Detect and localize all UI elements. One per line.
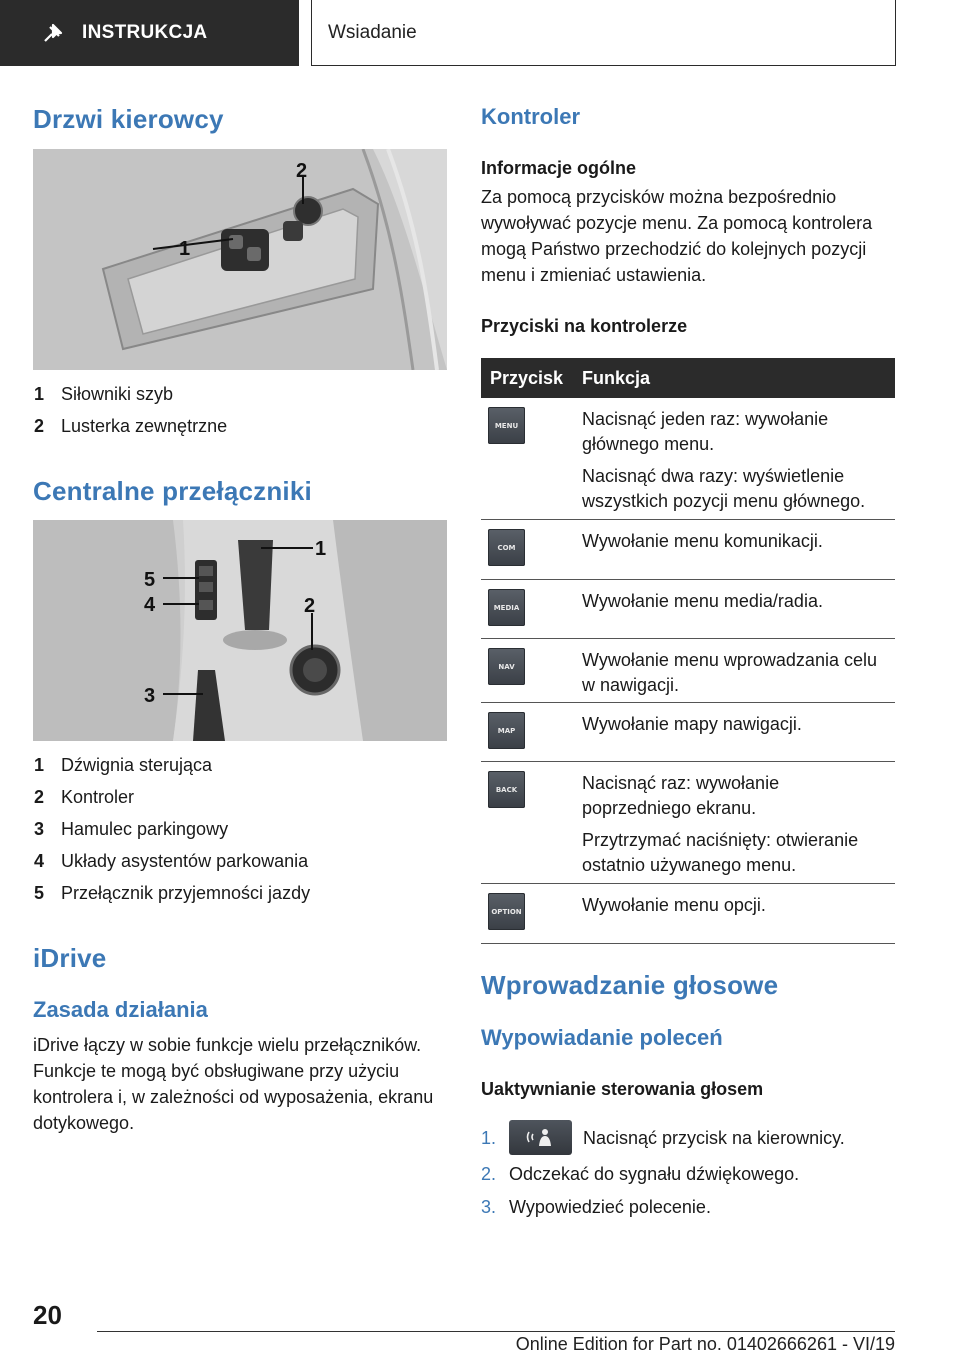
idrive-subtitle: Zasada działania [33,997,208,1022]
chapter-tab[interactable] [311,0,896,66]
table-row [481,639,895,703]
step-number: 2. [481,1164,497,1184]
function-text: Wywołanie mapy nawigacji. [582,714,802,734]
section-tab-label: INSTRUKCJA [82,22,208,43]
legend-number: 3 [34,819,45,839]
function-text: Wywołanie menu komunikacji. [582,531,823,551]
step-text: Wypowiedzieć polecenie. [509,1197,711,1217]
driver-door-legend [34,384,227,448]
table-header [481,358,895,398]
driver-door-title: Drzwi kierowcy [33,104,224,134]
controller-title: Kontroler [481,104,580,129]
page-number: 20 [33,1300,62,1330]
edition-note: Online Edition for Part no. 01402666261 - VI/19 [515,1334,895,1354]
legend-text: Dźwignia sterująca [61,755,213,775]
svg-text:1: 1 [315,538,327,560]
step-number: 1. [481,1127,497,1148]
list-item [481,1164,895,1197]
legend-item [34,384,227,416]
voice-steps-list [481,1112,895,1230]
controller-buttons-table [481,358,895,944]
function-text: Nacisnąć raz: wywołanie poprzedniego ekranu. [582,773,780,818]
chapter-title: Wsiadanie [328,21,417,43]
legend-number: 2 [34,787,45,807]
column-header-button: Przycisk [490,367,564,388]
central-switches-photo [33,520,447,741]
list-item [481,1197,895,1230]
back-button-icon: BACK [488,771,525,808]
svg-text:3: 3 [144,685,156,707]
idrive-title: iDrive [33,943,107,973]
svg-text:2: 2 [296,160,308,182]
pin-icon [42,22,64,44]
central-switches-title: Centralne przełączniki [33,476,312,506]
function-text: Wywołanie menu media/radia. [582,591,823,611]
legend-number: 1 [34,755,45,775]
menu-button-icon: MENU [488,407,525,444]
legend-number: 5 [34,883,45,903]
central-switches-legend [34,755,310,915]
table-row [481,884,895,944]
voice-button-icon [509,1120,572,1155]
legend-item [34,416,227,448]
nav-button-icon: NAV [488,648,525,685]
table-row [481,762,895,884]
list-item [481,1112,895,1164]
page-header [0,0,960,66]
legend-item [34,787,310,819]
general-info-heading: Informacje ogólne [481,158,637,178]
footer-divider [97,1331,895,1332]
legend-item [34,819,310,851]
table-row [481,398,895,520]
com-button-icon: COM [488,529,525,566]
svg-text:2: 2 [304,595,316,617]
section-tab[interactable] [0,0,299,66]
legend-text: Siłowniki szyb [61,384,174,404]
legend-text: Układy asystentów parkowania [61,851,309,871]
svg-text:1: 1 [179,238,191,260]
legend-number: 2 [34,416,45,436]
legend-text: Lusterka zewnętrzne [61,416,228,436]
option-button-icon: OPTION [488,893,525,930]
svg-text:4: 4 [144,594,156,616]
legend-text: Przełącznik przyjemności jazdy [61,883,311,903]
legend-number: 1 [34,384,45,404]
function-text: Wywołanie menu opcji. [582,895,766,915]
map-button-icon: MAP [488,712,525,749]
controller-buttons-heading: Przyciski na kontrolerze [481,316,688,336]
table-row [481,580,895,639]
table-row [481,703,895,762]
idrive-text: iDrive łączy w sobie funkcje wielu przełączników. Funkcje te mogą być obsługiwane przy użyciu kontrolera i, w zależności od wyposażenia, ekranu dotykowego. [33,1035,434,1133]
legend-text: Kontroler [61,787,135,807]
step-text: Nacisnąć przycisk na kierownicy. [583,1127,845,1148]
function-text-secondary: Przytrzymać naciśnięty: otwieranie ostatnio używanego menu. [582,830,859,875]
svg-text:5: 5 [144,569,156,591]
function-text: Nacisnąć jeden raz: wywołanie głównego menu. [582,409,829,454]
legend-text: Hamulec parkingowy [61,819,229,839]
legend-item [34,851,310,883]
voice-input-subtitle: Wypowiadanie poleceń [481,1025,723,1050]
column-header-function: Funkcja [582,367,651,388]
media-button-icon: MEDIA [488,589,525,626]
general-info-text: Za pomocą przycisków można bezpośrednio wywoływać pozycje menu. Za pomocą kontrolera mogą Państwo przechodzić do kolejnych pozycji menu i zmieniać ustawienia. [481,187,873,285]
voice-activation-heading: Uaktywnianie sterowania głosem [481,1079,764,1099]
table-row [481,520,895,580]
legend-number: 4 [34,851,45,871]
step-number: 3. [481,1197,497,1217]
function-text-secondary: Nacisnąć dwa razy: wyświetlenie wszystkich pozycji menu głównego. [582,466,866,511]
driver-door-photo [33,149,447,370]
voice-input-title: Wprowadzanie głosowe [481,970,779,1000]
step-text: Odczekać do sygnału dźwiękowego. [509,1164,800,1184]
legend-item [34,883,310,915]
function-text: Wywołanie menu wprowadzania celu w nawigacji. [582,650,877,695]
legend-item [34,755,310,787]
